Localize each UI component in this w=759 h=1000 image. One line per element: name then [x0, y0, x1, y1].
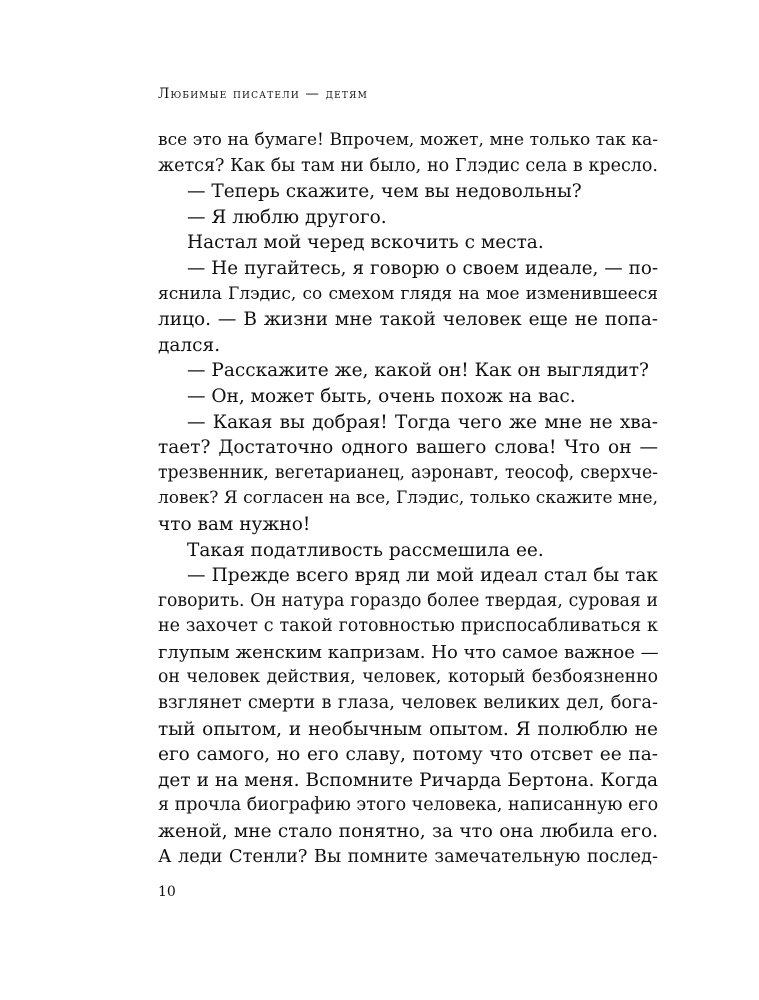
text-line: А леди Стенли? Вы помните замечательную послед- [158, 846, 658, 867]
text-line: — Какая вы добрая! Тогда чего же мне не хва- [187, 411, 658, 433]
text-line: тает? Достаточно одного вашего слова! Что он — [158, 437, 658, 459]
text-line: дет и на меня. Вспомните Ричарда Бертона. Когда [158, 769, 658, 791]
text-line: я прочла биографию этого человека, написанную его [158, 795, 659, 816]
text-line: глупым женским капризам. Но что самое важное — [158, 641, 659, 663]
text-line: — Я люблю другого. [187, 206, 387, 228]
text-line: жется? Как бы там ни было, но Глэдис села в кресло. [158, 155, 658, 176]
text-line: трезвенник, вегетарианец, аэронавт, теософ, сверхче- [158, 462, 658, 483]
text-line: не захочет с такой готовностью приспосабливаться к [158, 616, 658, 637]
text-line: дался. [158, 334, 221, 356]
page-number: 10 [158, 884, 176, 900]
text-line: лицо. — В жизни мне такой человек еще не попа- [158, 309, 658, 331]
text-line: — Он, может быть, очень похож на вас. [187, 385, 576, 407]
text-line: Настал мой черед вскочить с места. [187, 232, 544, 254]
text-line: его самого, но его славу, потому что отсвет ее па- [158, 744, 658, 766]
text-line: — Теперь скажите, чем вы недовольны? [187, 181, 582, 203]
text-line: ловек? Я согласен на все, Глэдис, только скажите мне, [158, 488, 658, 509]
body-text [158, 128, 658, 870]
text-line: — Расскажите же, какой он! Как он выглядит? [187, 360, 649, 382]
text-line: взглянет смерти в глаза, человек великих дел, бога- [158, 693, 658, 714]
text-line: что вам нужно! [158, 513, 311, 535]
text-line: все это на бумаге! Впрочем, может, мне только так ка- [158, 130, 658, 150]
text-line: говорить. Он натура гораздо более твердая, суровая и [158, 590, 658, 611]
text-line: он человек действия, человек, который безбоязненно [158, 667, 658, 688]
running-head: Любимые писатели — детям [158, 86, 368, 102]
text-line: женой, мне стало понятно, за что она любила его. [158, 821, 658, 843]
text-line: Такая податливость рассмешила ее. [187, 539, 544, 561]
text-line: яснила Глэдис, со смехом глядя на мое изменившееся [158, 283, 658, 304]
text-line: — Не пугайтесь, я говорю о своем идеале, — по- [187, 257, 658, 279]
text-line: тый опытом, и необычным опытом. Я полюблю не [158, 718, 658, 740]
text-line: — Прежде всего вряд ли мой идеал стал бы так [187, 565, 658, 587]
